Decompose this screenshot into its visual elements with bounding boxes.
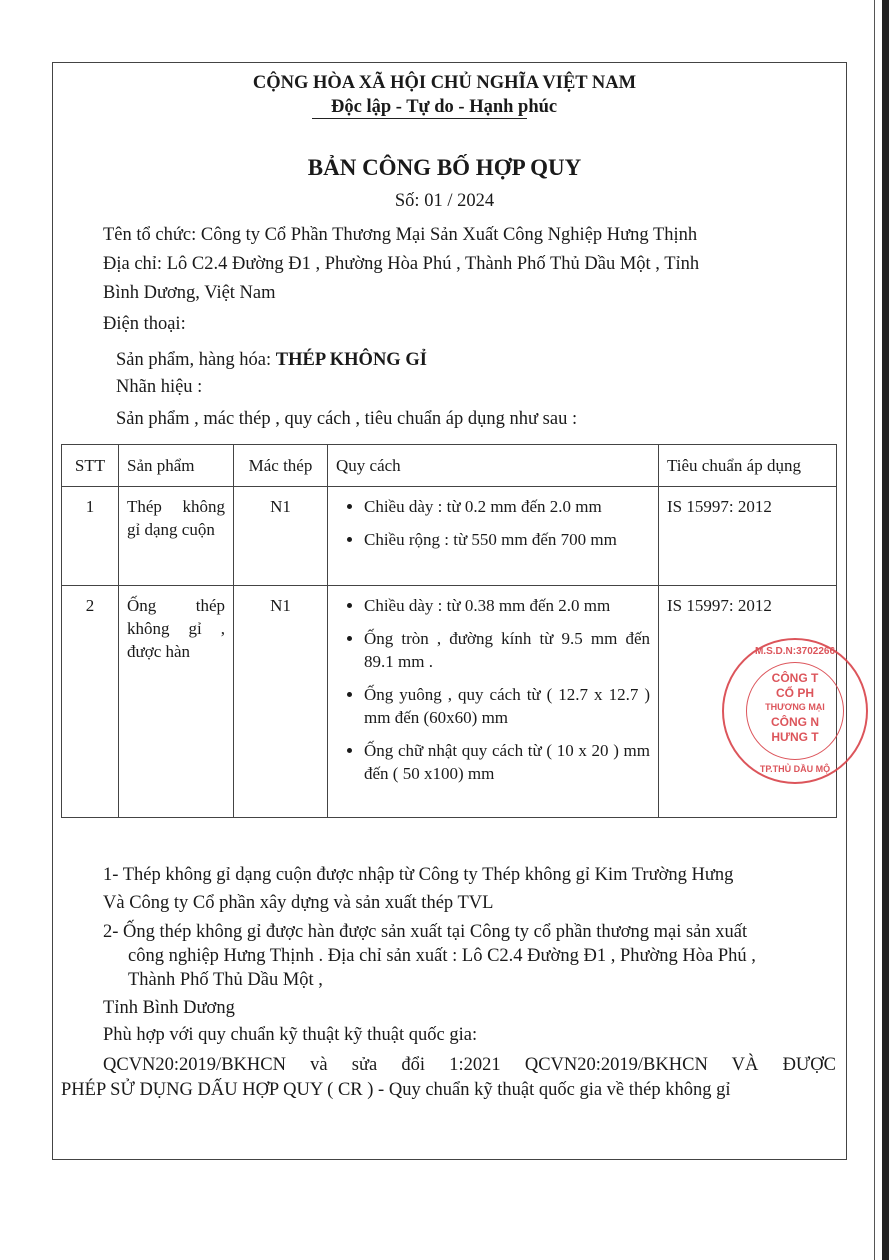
address-line-2: Bình Dương, Việt Nam — [103, 283, 276, 303]
product-table — [61, 444, 837, 818]
address-line-1: Địa chỉ: Lô C2.4 Đường Đ1 , Phường Hòa Phú , Thành Phố Thủ Dầu Một , Tỉnh — [103, 254, 700, 274]
header-product: Sản phẩm — [119, 445, 234, 487]
seal-bottom-text: TP.THỦ DẦU MỘ — [759, 764, 831, 774]
seal-line: CÔNG T — [771, 671, 819, 685]
product-value: THÉP KHÔNG GỈ — [275, 350, 427, 370]
product-label: Sản phẩm, hàng hóa: — [116, 350, 276, 370]
spec-item: • Ống yuông , quy cách từ ( 12.7 x 12.7 ) mm đến (60x60) mm — [364, 683, 650, 729]
note-1-line-1: 1- Thép không gỉ dạng cuộn được nhập từ Công ty Thép không gỉ Kim Trường Hưng — [103, 865, 734, 885]
seal-line: CÔNG N — [771, 715, 819, 729]
note-1-line-2: Và Công ty Cổ phần xây dựng và sản xuất thép TVL — [103, 893, 494, 913]
brand-label: Nhãn hiệu : — [116, 377, 203, 397]
seal-line: HƯNG T — [771, 730, 819, 744]
spec-item: • Chiều rộng : từ 550 mm đến 700 mm — [364, 528, 650, 551]
cell-standard: IS 15997: 2012 — [659, 487, 837, 586]
regulation-line-2: PHÉP SỬ DỤNG DẤU HỢP QUY ( CR ) - Quy chuẩn kỹ thuật quốc gia về thép không gỉ — [61, 1080, 731, 1100]
table-header-row — [62, 445, 837, 487]
scan-edge-line — [874, 0, 875, 1260]
cell-stt: 1 — [62, 487, 119, 586]
spec-item: • Ống chữ nhật quy cách từ ( 10 x 20 ) mm đến ( 50 x100) mm — [364, 739, 650, 785]
note-2-line-1: 2- Ống thép không gỉ được hàn được sản xuất tại Công ty cổ phần thương mại sản xuất — [103, 922, 748, 942]
spec-item: • Chiều dày : từ 0.2 mm đến 2.0 mm — [364, 495, 650, 518]
phone-label: Điện thoại: — [103, 314, 186, 334]
header-grade: Mác thép — [234, 445, 328, 487]
conformity-statement: Phù hợp với quy chuẩn kỹ thuật kỹ thuật quốc gia: — [103, 1025, 478, 1045]
cell-spec — [328, 586, 659, 818]
table-row — [62, 586, 837, 818]
motto: Độc lập - Tự do - Hạnh phúc — [331, 97, 558, 117]
motto-underline — [312, 118, 527, 119]
cell-stt: 2 — [62, 586, 119, 818]
document-number: Số: 01 / 2024 — [394, 191, 495, 211]
product-line — [116, 349, 427, 371]
spec-item: • Chiều dày : từ 0.38 mm đến 2.0 mm — [364, 594, 650, 617]
cell-standard: IS 15997: 2012 — [659, 586, 837, 818]
header-stt: STT — [62, 445, 119, 487]
header-standard: Tiêu chuẩn áp dụng — [659, 445, 837, 487]
cell-product: Thép không gỉ dạng cuộn — [119, 487, 234, 586]
organization-name: Tên tổ chức: Công ty Cổ Phần Thương Mại Sản Xuất Công Nghiệp Hưng Thịnh — [103, 225, 698, 245]
document-title: BẢN CÔNG BỐ HỢP QUY — [307, 155, 582, 180]
cell-product: Ống thép không gỉ , được hàn — [119, 586, 234, 818]
header-spec: Quy cách — [328, 445, 659, 487]
seal-ring-text: M.S.D.N:3702266 — [754, 646, 836, 657]
nation-header: CỘNG HÒA XÃ HỘI CHỦ NGHĨA VIỆT NAM — [252, 73, 637, 93]
scan-edge — [882, 0, 889, 1260]
spec-item: • Ống tròn , đường kính từ 9.5 mm đến 89.1 mm . — [364, 627, 650, 673]
province: Tỉnh Bình Dương — [103, 998, 235, 1018]
table-intro: Sản phẩm , mác thép , quy cách , tiêu chuẩn áp dụng như sau : — [116, 409, 578, 429]
company-seal — [722, 638, 868, 784]
seal-line: THƯƠNG MẠI — [765, 702, 825, 712]
note-2-line-2: công nghiệp Hưng Thịnh . Địa chỉ sản xuất : Lô C2.4 Đường Đ1 , Phường Hòa Phú , — [128, 946, 756, 966]
seal-line: CỔ PH — [775, 686, 814, 700]
table-row — [62, 487, 837, 586]
regulation-line-1: QCVN20:2019/BKHCN và sửa đổi 1:2021 QCVN20:2019/BKHCN VÀ ĐƯỢC — [103, 1055, 836, 1075]
cell-spec — [328, 487, 659, 586]
note-2-line-3: Thành Phố Thủ Dầu Một , — [128, 970, 323, 990]
cell-grade: N1 — [234, 586, 328, 818]
cell-grade: N1 — [234, 487, 328, 586]
